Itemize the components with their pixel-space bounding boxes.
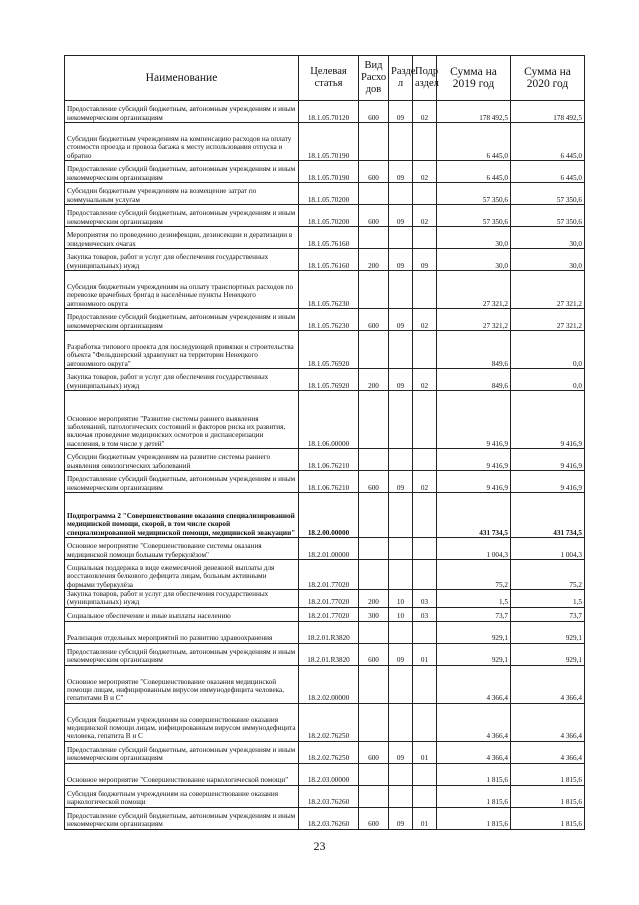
- table-row: [65, 391, 585, 449]
- row-name: Социальная поддержка в виде ежемесячной денежной выплаты для восстановления белкового дефицита лицам, больным активными формами туберкулёза: [65, 560, 299, 590]
- row-name: Предоставление субсидий бюджетным, автономным учреждениям и иным некоммерческим организациям: [65, 643, 299, 665]
- row-name: Предоставление субсидий бюджетным, автономным учреждениям и иным некоммерческим организациям: [65, 205, 299, 227]
- row-section: 09: [389, 309, 413, 331]
- budget-table: [64, 55, 585, 830]
- row-sum-2019: 1,5: [437, 590, 511, 608]
- row-sum-2019: 929,1: [437, 643, 511, 665]
- row-sum-2020: 6 445,0: [511, 123, 585, 161]
- row-name: Предоставление субсидий бюджетным, автономным учреждениям и иным некоммерческим организациям: [65, 807, 299, 829]
- row-sum-2019: 9 416,9: [437, 471, 511, 493]
- table-row: [65, 785, 585, 807]
- row-expense-type: 600: [359, 471, 389, 493]
- row-target-article: 18.2.02.00000: [299, 665, 359, 703]
- row-sum-2020: 4 366,4: [511, 665, 585, 703]
- table-row: [65, 493, 585, 538]
- row-target-article: 18.1.05.76920: [299, 331, 359, 369]
- row-sum-2020: 30,0: [511, 227, 585, 249]
- table-body: [65, 101, 585, 830]
- row-expense-type: [359, 183, 389, 205]
- row-subsection: [413, 227, 437, 249]
- row-expense-type: [359, 271, 389, 309]
- row-expense-type: 600: [359, 205, 389, 227]
- row-section: [389, 763, 413, 785]
- row-expense-type: [359, 703, 389, 741]
- table-row: [65, 161, 585, 183]
- row-name: Предоставление субсидий бюджетным, автономным учреждениям и иным некоммерческим организациям: [65, 309, 299, 331]
- header-target-article: Целевая статья: [299, 56, 359, 101]
- row-sum-2020: 929,1: [511, 643, 585, 665]
- row-subsection: [413, 560, 437, 590]
- row-section: [389, 560, 413, 590]
- row-target-article: 18.2.02.76250: [299, 703, 359, 741]
- row-target-article: 18.1.05.76160: [299, 227, 359, 249]
- row-name: Субсидия бюджетным учреждениям на совершенствование оказания медицинской помощи лицам, инфицированным вирусом иммунодефицита человека, гепатита B и C: [65, 703, 299, 741]
- row-sum-2019: 431 734,5: [437, 493, 511, 538]
- row-expense-type: 600: [359, 807, 389, 829]
- table-header-row: [65, 56, 585, 101]
- row-name: Предоставление субсидий бюджетным, автономным учреждениям и иным некоммерческим организациям: [65, 161, 299, 183]
- row-expense-type: [359, 449, 389, 471]
- row-section: [389, 183, 413, 205]
- row-section: 09: [389, 205, 413, 227]
- row-subsection: [413, 703, 437, 741]
- row-section: [389, 449, 413, 471]
- row-section: 09: [389, 249, 413, 271]
- row-expense-type: [359, 538, 389, 560]
- row-expense-type: 200: [359, 590, 389, 608]
- row-sum-2020: 6 445,0: [511, 161, 585, 183]
- row-sum-2020: 27 321,2: [511, 271, 585, 309]
- row-name: Мероприятия по проведению дезинфекции, дезинсекции и дератизации в эпидемических очагах: [65, 227, 299, 249]
- row-sum-2020: 9 416,9: [511, 391, 585, 449]
- row-section: 09: [389, 643, 413, 665]
- table-row: [65, 471, 585, 493]
- row-section: [389, 621, 413, 643]
- header-expense-type: Вид Расхо дов: [359, 56, 389, 101]
- row-subsection: [413, 493, 437, 538]
- row-sum-2020: 1,5: [511, 590, 585, 608]
- row-sum-2020: 1 815,6: [511, 785, 585, 807]
- row-subsection: 02: [413, 161, 437, 183]
- table-row: [65, 249, 585, 271]
- row-expense-type: [359, 331, 389, 369]
- row-sum-2020: 57 350,6: [511, 183, 585, 205]
- row-sum-2020: 9 416,9: [511, 471, 585, 493]
- row-target-article: 18.1.05.76160: [299, 249, 359, 271]
- row-sum-2020: 0,0: [511, 369, 585, 391]
- row-name: Закупка товаров, работ и услуг для обеспечения государственных (муниципальных) нужд: [65, 249, 299, 271]
- row-name: Субсидия бюджетным учреждениям на совершенствование оказания наркологической помощи: [65, 785, 299, 807]
- row-name: Закупка товаров, работ и услуг для обеспечения государственных (муниципальных) нужд: [65, 369, 299, 391]
- row-section: [389, 123, 413, 161]
- row-subsection: 09: [413, 249, 437, 271]
- row-expense-type: [359, 763, 389, 785]
- row-name: Предоставление субсидий бюджетным, автономным учреждениям и иным некоммерческим организациям: [65, 471, 299, 493]
- table-row: [65, 309, 585, 331]
- row-name: Субсидии бюджетным учреждениям на возмещение затрат по коммунальным услугам: [65, 183, 299, 205]
- row-expense-type: [359, 123, 389, 161]
- row-subsection: 02: [413, 471, 437, 493]
- row-section: [389, 271, 413, 309]
- row-section: [389, 331, 413, 369]
- table-row: [65, 741, 585, 763]
- row-sum-2019: 849,6: [437, 331, 511, 369]
- row-subsection: [413, 538, 437, 560]
- table-row: [65, 449, 585, 471]
- row-sum-2020: 1 004,3: [511, 538, 585, 560]
- row-subsection: 02: [413, 101, 437, 123]
- row-sum-2020: 929,1: [511, 621, 585, 643]
- row-sum-2019: 27 321,2: [437, 309, 511, 331]
- row-name: Основное мероприятие "Совершенствование оказания медицинской помощи лицам, инфицированным вирусом иммунодефицита человека, гепатитами B и C": [65, 665, 299, 703]
- row-name: Субсидия бюджетным учреждениям на оплату транспортных расходов по перевозке врачебных бригад в населённые пункты Ненецкого автономного округа: [65, 271, 299, 309]
- row-expense-type: [359, 665, 389, 703]
- row-section: [389, 665, 413, 703]
- row-sum-2019: 929,1: [437, 621, 511, 643]
- row-name: Субсидии бюджетным учреждениям на компенсацию расходов на оплату стоимости проезда и провоза багажа к месту использования отпуска и обратно: [65, 123, 299, 161]
- row-subsection: 01: [413, 741, 437, 763]
- row-sum-2019: 75,2: [437, 560, 511, 590]
- row-expense-type: 300: [359, 607, 389, 621]
- row-sum-2020: 27 321,2: [511, 309, 585, 331]
- row-sum-2019: 6 445,0: [437, 123, 511, 161]
- row-expense-type: 600: [359, 741, 389, 763]
- row-name: Реализация отдельных мероприятий по развитию здравоохранения: [65, 621, 299, 643]
- row-sum-2019: 849,6: [437, 369, 511, 391]
- row-subsection: [413, 271, 437, 309]
- row-sum-2019: 30,0: [437, 227, 511, 249]
- row-target-article: 18.1.06.76210: [299, 471, 359, 493]
- row-sum-2020: 4 366,4: [511, 741, 585, 763]
- header-section: Разде л: [389, 56, 413, 101]
- table-row: [65, 807, 585, 829]
- row-expense-type: [359, 785, 389, 807]
- row-name: Предоставление субсидий бюджетным, автономным учреждениям и иным некоммерческим организациям: [65, 741, 299, 763]
- row-section: 09: [389, 369, 413, 391]
- row-sum-2019: 30,0: [437, 249, 511, 271]
- row-sum-2019: 1 815,6: [437, 785, 511, 807]
- row-sum-2019: 57 350,6: [437, 183, 511, 205]
- row-subsection: 03: [413, 607, 437, 621]
- header-name: Наименование: [65, 56, 299, 101]
- header-subsection: Подр аздел: [413, 56, 437, 101]
- table-row: [65, 703, 585, 741]
- row-subsection: 01: [413, 643, 437, 665]
- row-subsection: [413, 665, 437, 703]
- row-subsection: 02: [413, 309, 437, 331]
- row-expense-type: [359, 493, 389, 538]
- row-subsection: 01: [413, 807, 437, 829]
- row-sum-2020: 178 492,5: [511, 101, 585, 123]
- row-section: 10: [389, 607, 413, 621]
- row-sum-2019: 4 366,4: [437, 741, 511, 763]
- row-target-article: 18.1.05.76920: [299, 369, 359, 391]
- row-subsection: 02: [413, 205, 437, 227]
- row-target-article: 18.1.05.76230: [299, 271, 359, 309]
- table-row: [65, 607, 585, 621]
- row-sum-2019: 9 416,9: [437, 449, 511, 471]
- row-subsection: [413, 449, 437, 471]
- table-row: [65, 369, 585, 391]
- row-target-article: 18.1.06.00000: [299, 391, 359, 449]
- table-row: [65, 123, 585, 161]
- row-name: Разработка типового проекта для последующей привязки и строительства объекта "Фельдшерский здравпункт на территории Ненецкого автономного округа": [65, 331, 299, 369]
- row-sum-2020: 1 815,6: [511, 763, 585, 785]
- table-row: [65, 271, 585, 309]
- page-number: 23: [313, 839, 326, 853]
- row-target-article: 18.2.00.00000: [299, 493, 359, 538]
- row-name: Основное мероприятие "Развитие системы раннего выявления заболеваний, патологических состояний и факторов риска их развития, включая проведение медицинских осмотров и диспансеризации населения, в том числе у детей": [65, 391, 299, 449]
- row-subsection: 02: [413, 369, 437, 391]
- row-target-article: 18.1.05.76230: [299, 309, 359, 331]
- row-subsection: [413, 785, 437, 807]
- row-section: 09: [389, 807, 413, 829]
- row-name: Предоставление субсидий бюджетным, автономным учреждениям и иным некоммерческим организациям: [65, 101, 299, 123]
- row-section: [389, 538, 413, 560]
- row-section: 09: [389, 161, 413, 183]
- row-sum-2020: 1 815,6: [511, 807, 585, 829]
- row-target-article: 18.1.05.70120: [299, 101, 359, 123]
- row-section: 09: [389, 741, 413, 763]
- row-section: [389, 703, 413, 741]
- header-sum-2019: Сумма на 2019 год: [437, 56, 511, 101]
- row-sum-2020: 57 350,6: [511, 205, 585, 227]
- row-expense-type: [359, 621, 389, 643]
- row-target-article: 18.2.01.77020: [299, 590, 359, 608]
- table-row: [65, 331, 585, 369]
- row-target-article: 18.1.05.70190: [299, 161, 359, 183]
- row-section: [389, 391, 413, 449]
- row-name: Основное мероприятие "Совершенствование системы оказания медицинской помощи больным туберкулёзом": [65, 538, 299, 560]
- row-name: Закупка товаров, работ и услуг для обеспечения государственных (муниципальных) нужд: [65, 590, 299, 608]
- row-subsection: [413, 183, 437, 205]
- row-target-article: 18.1.05.70200: [299, 183, 359, 205]
- row-sum-2020: 73,7: [511, 607, 585, 621]
- row-expense-type: 600: [359, 101, 389, 123]
- row-sum-2019: 57 350,6: [437, 205, 511, 227]
- row-subsection: [413, 763, 437, 785]
- row-expense-type: 200: [359, 249, 389, 271]
- row-subsection: [413, 391, 437, 449]
- row-sum-2020: 9 416,9: [511, 449, 585, 471]
- row-expense-type: [359, 391, 389, 449]
- row-sum-2020: 0,0: [511, 331, 585, 369]
- table-row: [65, 665, 585, 703]
- row-section: [389, 493, 413, 538]
- row-target-article: 18.1.05.70190: [299, 123, 359, 161]
- table-row: [65, 643, 585, 665]
- row-subsection: [413, 123, 437, 161]
- row-name: Подпрограмма 2 "Совершенствование оказания специализированной медицинской помощи, скорой, в том числе скорой специализированной медицинской помощи, медицинской эвакуации": [65, 493, 299, 538]
- row-sum-2020: 30,0: [511, 249, 585, 271]
- row-target-article: 18.2.01.77020: [299, 607, 359, 621]
- row-sum-2020: 4 366,4: [511, 703, 585, 741]
- row-sum-2019: 1 004,3: [437, 538, 511, 560]
- row-sum-2019: 1 815,6: [437, 807, 511, 829]
- row-target-article: 18.2.01.77020: [299, 560, 359, 590]
- row-sum-2019: 73,7: [437, 607, 511, 621]
- row-expense-type: 600: [359, 643, 389, 665]
- row-target-article: 18.2.01.R3820: [299, 621, 359, 643]
- row-sum-2019: 27 321,2: [437, 271, 511, 309]
- table-row: [65, 205, 585, 227]
- row-target-article: 18.2.03.00000: [299, 763, 359, 785]
- row-target-article: 18.1.05.70200: [299, 205, 359, 227]
- row-name: Субсидии бюджетным учреждениям на развитие системы раннего выявления онкологических заболеваний: [65, 449, 299, 471]
- row-subsection: [413, 621, 437, 643]
- row-section: [389, 227, 413, 249]
- row-name: Социальное обеспечение и иные выплаты населению: [65, 607, 299, 621]
- row-section: [389, 785, 413, 807]
- row-target-article: 18.2.01.R3820: [299, 643, 359, 665]
- row-sum-2019: 9 416,9: [437, 391, 511, 449]
- row-target-article: 18.2.03.76260: [299, 785, 359, 807]
- table-row: [65, 227, 585, 249]
- row-sum-2019: 178 492,5: [437, 101, 511, 123]
- row-expense-type: [359, 227, 389, 249]
- row-expense-type: 600: [359, 161, 389, 183]
- row-sum-2020: 431 734,5: [511, 493, 585, 538]
- header-sum-2020: Сумма на 2020 год: [511, 56, 585, 101]
- row-name: Основное мероприятие "Совершенствование наркологической помощи": [65, 763, 299, 785]
- table-row: [65, 763, 585, 785]
- row-sum-2019: 4 366,4: [437, 703, 511, 741]
- table-row: [65, 621, 585, 643]
- row-sum-2020: 75,2: [511, 560, 585, 590]
- table-row: [65, 101, 585, 123]
- row-subsection: 03: [413, 590, 437, 608]
- row-expense-type: [359, 560, 389, 590]
- row-section: 09: [389, 101, 413, 123]
- row-expense-type: 200: [359, 369, 389, 391]
- table-row: [65, 538, 585, 560]
- row-sum-2019: 4 366,4: [437, 665, 511, 703]
- row-section: 09: [389, 471, 413, 493]
- row-sum-2019: 1 815,6: [437, 763, 511, 785]
- row-subsection: [413, 331, 437, 369]
- table-row: [65, 183, 585, 205]
- row-sum-2019: 6 445,0: [437, 161, 511, 183]
- row-expense-type: 600: [359, 309, 389, 331]
- row-section: 10: [389, 590, 413, 608]
- row-target-article: 18.2.03.76260: [299, 807, 359, 829]
- row-target-article: 18.2.02.76250: [299, 741, 359, 763]
- row-target-article: 18.1.06.76210: [299, 449, 359, 471]
- table-row: [65, 560, 585, 590]
- table-row: [65, 590, 585, 608]
- row-target-article: 18.2.01.00000: [299, 538, 359, 560]
